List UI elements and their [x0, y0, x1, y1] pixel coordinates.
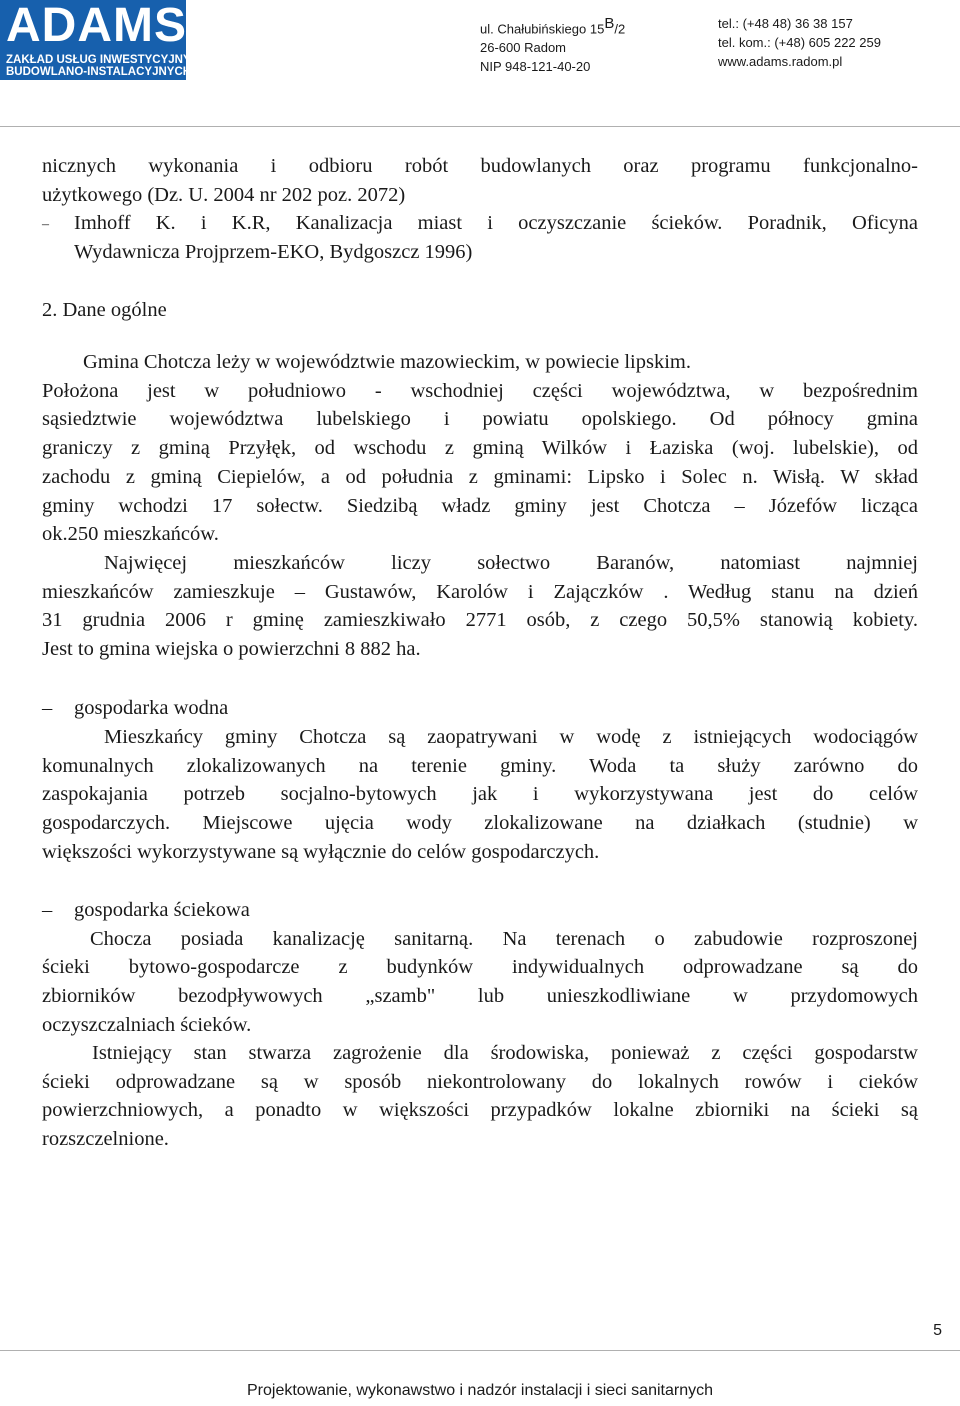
paragraph-line: ścieki odprowadzane są w sposób niekontrolowany do lokalnych rowów i cieków [42, 1071, 918, 1093]
reference-line-1: nicznych wykonania i odbioru robót budowlanych oraz programu funkcjonalno- [42, 155, 918, 177]
paragraph-line: mieszkańców zamieszkuje – Gustawów, Karolów i Zajączków . Według stanu na dzień [42, 581, 918, 603]
address-street: ul. Chałubińskiego $15^B/2$ [480, 15, 626, 37]
logo-wordmark: ADAMS [6, 0, 187, 52]
paragraph-line: komunalnych zlokalizowanych na terenie gminy. Woda ta służy zarówno do [42, 755, 918, 777]
address-nip: NIP 948-121-40-20 [480, 59, 591, 75]
paragraph-line: ścieki bytowo-gospodarcze z budynków indywidualnych odprowadzane są do [42, 956, 918, 978]
paragraph-line: Najwięcej mieszkańców liczy sołectwo Baranów, natomiast najmniej [104, 552, 918, 574]
reference-line-2: użytkowego (Dz. U. 2004 nr 202 poz. 2072) [42, 184, 406, 206]
reference-item: – Imhoff K. i K.R, Kanalizacja miast i oczyszczanie ścieków. Poradnik, Oficyna [42, 209, 918, 238]
paragraph-line: gospodarczych. Miejscowe ujęcia wody zlokalizowane na działkach (studnie) w [42, 812, 918, 834]
paragraph-line: Położona jest w południowo - wschodniej części województwa, w bezpośrednim [42, 380, 918, 402]
address-city: 26-600 Radom [480, 40, 566, 56]
reference-dash: – [42, 217, 49, 232]
paragraph-line: zaspokajania potrzeb socjalno-bytowych jak i wykorzystywana jest do celów [42, 783, 918, 805]
logo-subtitle-line-1: ZAKŁAD USŁUG INWESTYCYJNYCH [6, 54, 208, 66]
sewage-heading: – gospodarka ściekowa [42, 896, 918, 925]
paragraph-line: gminy wchodzi 17 sołectw. Siedzibą władz gminy jest Chotcza – Józefów licząca [42, 495, 918, 517]
paragraph-line: zbiorników bezodpływowych „szamb" lub unieszkodliwiane w przydomowych [42, 985, 918, 1007]
paragraph-line: powierzchniowych, a ponadto w większości przypadków lokalne zbiorniki na ścieki są [42, 1099, 918, 1121]
contact-website: www.adams.radom.pl [718, 54, 843, 69]
paragraph-line: Gmina Chotcza leży w województwie mazowieckim, w powiecie lipskim. [83, 351, 691, 373]
paragraph-line: Jest to gmina wiejska o powierzchni 8 882 ha. [42, 638, 421, 660]
paragraph-line: 31 grudnia 2006 r gminę zamieszkiwało 2771 osób, z czego 50,5% stanowią kobiety. [42, 609, 918, 631]
paragraph-line: sąsiedztwie województwa lubelskiego i powiatu opolskiego. Od północy gmina [42, 408, 918, 430]
heading-dash: – [42, 899, 53, 921]
company-logo [0, 0, 208, 80]
paragraph-line: Chocza posiada kanalizację sanitarną. Na terenach o zabudowie rozproszonej [90, 928, 918, 950]
footer-divider [0, 1350, 960, 1351]
footer-text: Projektowanie, wykonawstwo i nadzór instalacji i sieci sanitarnych [247, 1382, 713, 1399]
contact-phone: tel.: (+48 48) 36 38 157 [718, 16, 853, 31]
header-address [480, 14, 625, 76]
paragraph-line: ok.250 mieszkańców. [42, 523, 219, 545]
reference-item-cont: Wydawnicza Projprzem-EKO, Bydgoszcz 1996) [74, 241, 473, 263]
paragraph-line: oczyszczalniach ścieków. [42, 1014, 252, 1036]
logo-subtitle-line-2: BUDOWLANO-INSTALACYJNYCH [6, 66, 192, 78]
paragraph-line: rozszczelnione. [42, 1128, 169, 1150]
section-heading: 2. Dane ogólne [42, 299, 167, 321]
heading-dash: – [42, 697, 53, 719]
water-heading: – gospodarka wodna [42, 694, 918, 723]
page-number: 5 [933, 1322, 942, 1339]
header-divider [0, 126, 960, 127]
paragraph-line: graniczy z gminą Przyłęk, od wschodu z gminą Wilków i Łaziska (woj. lubelskie), od [42, 437, 918, 459]
paragraph-line: Mieszkańcy gminy Chotcza są zaopatrywani w wodę z istniejących wodociągów [104, 726, 918, 748]
header-contact [718, 14, 881, 71]
contact-mobile: tel. kom.: (+48) 605 222 259 [718, 35, 881, 50]
paragraph-line: większości wykorzystywane są wyłącznie do celów gospodarczych. [42, 841, 600, 863]
paragraph-line: zachodu z gminą Ciepielów, a od południa z gminami: Lipsko i Solec n. Wisłą. W skład [42, 466, 918, 488]
paragraph-line: Istniejący stan stwarza zagrożenie dla środowiska, ponieważ z części gospodarstw [92, 1042, 918, 1064]
